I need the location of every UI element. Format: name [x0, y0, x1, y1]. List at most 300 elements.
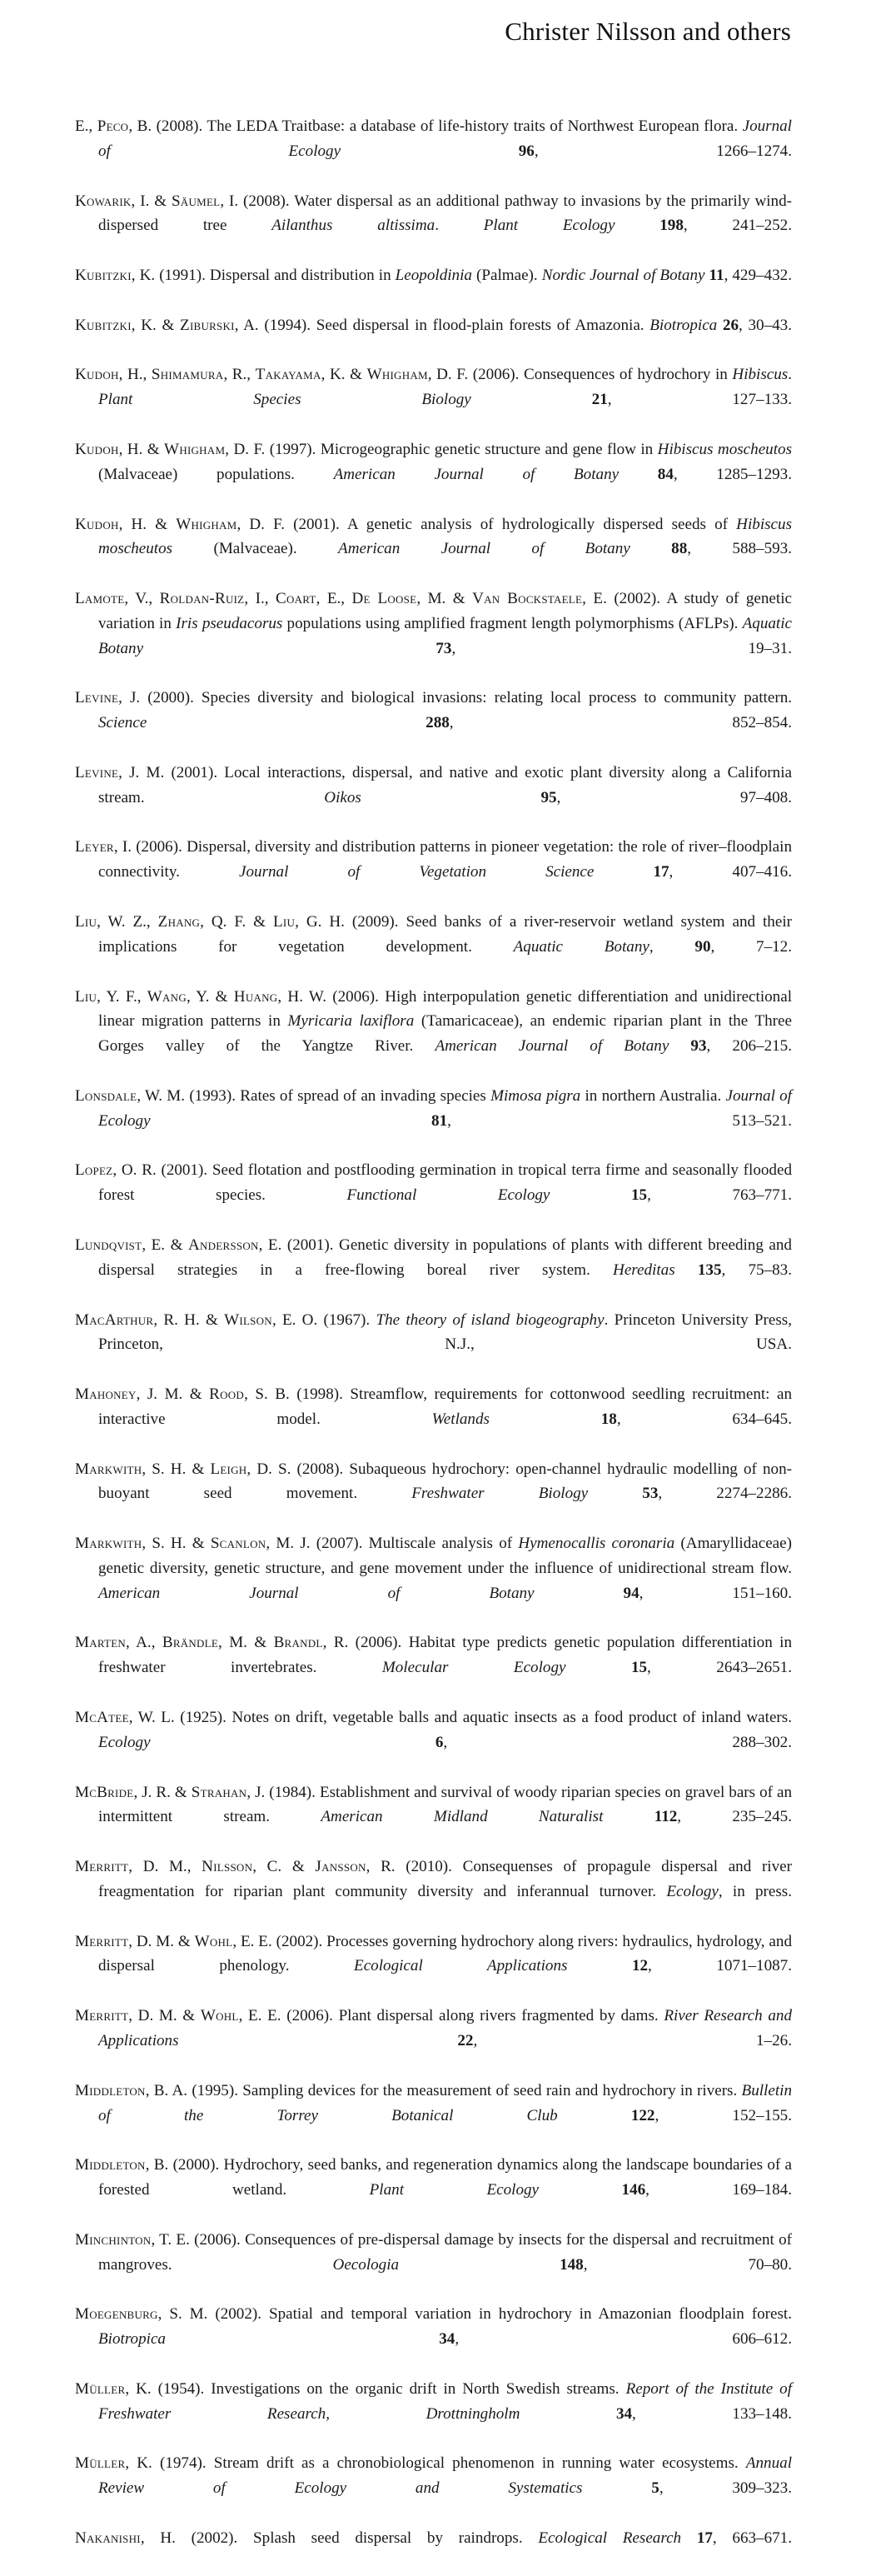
- author-initials: , S. H. &: [142, 1460, 211, 1478]
- reference-entry: [75, 686, 792, 761]
- reference-title: Local interactions, dispersal, and native and exotic plant diversity along a California stream.: [98, 763, 792, 806]
- reference-title: Water dispersal as an additional pathway to invasions by the primarily wind-dispersed tree: [98, 192, 792, 235]
- author-surname: Kudoh: [75, 366, 119, 384]
- author-surname: Lundqvist: [75, 1236, 142, 1254]
- author-surname: Moegenburg: [75, 2305, 158, 2324]
- species-name: Hibiscus: [732, 366, 789, 384]
- author-initials: , S. B.: [244, 1385, 297, 1404]
- author-surname: Kudoh: [75, 440, 119, 458]
- author-initials: , J.: [246, 1783, 270, 1801]
- author-surname: Merritt: [75, 2007, 129, 2025]
- author-initials: , E. &: [142, 1236, 188, 1254]
- reference-title: The LEDA Traitbase: a database of life-history traits of Northwest European flora.: [207, 117, 743, 135]
- page-range: , 127–133.: [607, 391, 792, 409]
- page-range: , 1266–1274.: [534, 142, 792, 160]
- volume-number: 18: [600, 1410, 617, 1428]
- author-surname: Lopez: [75, 1161, 113, 1180]
- volume-number: 146: [621, 2181, 646, 2199]
- publication-year: (2002).: [215, 2305, 269, 2324]
- author-initials: , D. F.: [236, 515, 294, 533]
- reference-entry: [75, 1233, 792, 1308]
- volume-number: 12: [631, 1957, 649, 1975]
- reference-title: Investigations on the organic drift in North Swedish streams.: [211, 2379, 626, 2398]
- author-surname: Whigham: [366, 366, 428, 384]
- author-initials: , G. H.: [295, 913, 352, 931]
- reference-title: Sampling devices for the measurement of seed rain and hydrochory in rivers.: [242, 2081, 742, 2099]
- publication-status: , in press.: [718, 1882, 793, 1900]
- author-initials: , B. A.: [145, 2081, 192, 2099]
- author-initials: , D. F.: [427, 366, 473, 384]
- reference-entry: [75, 2451, 792, 2526]
- publication-year: (1991).: [159, 267, 210, 285]
- journal-name: American Journal of Botany: [98, 1584, 624, 1602]
- reference-title: Multiscale analysis of: [368, 1535, 519, 1553]
- publication-year: (1995).: [192, 2081, 243, 2099]
- author-initials: , V.,: [124, 590, 160, 608]
- author-initials: , H.: [140, 2529, 192, 2547]
- reference-title: Dispersal, diversity and distribution patterns in pioneer vegetation: the role of river–floodplain connectivity.: [98, 838, 793, 881]
- author-initials: , J.: [118, 689, 148, 707]
- reference-title: .: [788, 366, 793, 384]
- author-surname: Lamote: [75, 590, 125, 608]
- author-surname: Leyer: [75, 838, 114, 856]
- page-range: , 1–26.: [473, 2031, 792, 2049]
- page-range: , 235–245.: [677, 1808, 792, 1826]
- journal-name: Plant Ecology: [483, 217, 660, 235]
- reference-entry: [75, 2004, 792, 2079]
- publication-year: (2007).: [316, 1535, 369, 1553]
- volume-number: 135: [697, 1261, 722, 1279]
- publication-year: (1997).: [269, 440, 321, 458]
- journal-name: Wetlands: [431, 1410, 601, 1428]
- author-surname: Kubitzki: [75, 267, 132, 285]
- reference-entry: [75, 189, 792, 264]
- publication-year: (2006).: [355, 1634, 409, 1652]
- reference-title: Consequences of hydrochory in: [524, 366, 733, 384]
- page-range: , 152–155.: [654, 2106, 792, 2124]
- publication-year: (2002).: [614, 590, 667, 608]
- author-initials: , Y. &: [186, 987, 234, 1006]
- page-range: , 606–612.: [455, 2330, 792, 2349]
- publication-year: (1967).: [323, 1310, 376, 1329]
- page-range: , 429–432.: [724, 267, 792, 285]
- reference-title: Stream drift as a chronobiological phenomenon in running water ecosystems.: [213, 2454, 746, 2473]
- author-surname: Kudoh: [75, 515, 119, 533]
- page-range: , 2643–2651.: [647, 1659, 792, 1677]
- reference-entry: [75, 835, 792, 910]
- author-initials: , D. S.: [246, 1460, 297, 1478]
- author-surname: Liu: [75, 987, 97, 1006]
- volume-number: 84: [657, 465, 674, 483]
- volume-number: 112: [654, 1808, 678, 1826]
- author-surname: Levine: [75, 763, 119, 781]
- reference-title: Hydrochory, seed banks, and regeneration dynamics along the landscape boundaries of a forested wetland.: [98, 2156, 793, 2199]
- reference-title: Seed dispersal in flood-plain forests of Amazonia.: [316, 316, 650, 334]
- author-surname: Nilsson: [202, 1858, 253, 1876]
- author-surname: Lonsdale: [75, 1086, 137, 1105]
- author-surname: Huang: [233, 987, 278, 1006]
- publication-year: (2001).: [286, 1236, 340, 1254]
- volume-number: 122: [630, 2106, 655, 2124]
- journal-name: Freshwater Biology: [411, 1485, 643, 1503]
- volume-number: 17: [653, 863, 669, 881]
- reference-title: (Amaryllidaceae) genetic diversity, genetic structure, and gene movement under the influence of unidirectional stream flow.: [98, 1535, 792, 1577]
- volume-number: 34: [615, 2404, 633, 2423]
- author-initials: , H. &: [118, 515, 177, 533]
- reference-title: .: [435, 217, 484, 235]
- author-initials: , I.,: [244, 590, 276, 608]
- volume-number: 198: [659, 217, 684, 235]
- reference-title: Rates of spread of an invading species: [240, 1086, 491, 1105]
- species-name: Iris pseudacorus: [176, 614, 283, 632]
- author-surname: McBride: [75, 1783, 134, 1801]
- volume-number: 34: [439, 2330, 455, 2349]
- volume-number: 93: [690, 1037, 707, 1056]
- publication-year: (2000).: [172, 2156, 224, 2174]
- author-surname: Middleton: [75, 2081, 146, 2099]
- species-name: Hymenocallis coronaria: [518, 1535, 675, 1553]
- author-initials: , W. L.: [128, 1709, 181, 1726]
- page-range: , 206–215.: [706, 1037, 792, 1056]
- author-surname: McAtee: [75, 1709, 129, 1726]
- reference-entry: [75, 1705, 792, 1780]
- author-surname: Marten: [75, 1634, 127, 1652]
- reference-entry: [75, 761, 792, 836]
- publication-year: (1974).: [159, 2454, 214, 2473]
- publication-year: (2000).: [147, 689, 202, 707]
- reference-entry: [75, 1630, 792, 1705]
- author-surname: Minchinton: [75, 2230, 152, 2249]
- reference-title: A genetic analysis of hydrologically dispersed seeds of: [346, 515, 737, 533]
- author-initials: , A.: [234, 316, 265, 334]
- reference-title: Notes on drift, vegetable balls and aquatic insects as a food product of inland waters.: [231, 1709, 792, 1726]
- volume-number: 88: [671, 540, 688, 558]
- author-initials: , T. E.: [151, 2230, 195, 2249]
- reference-entry: [75, 114, 792, 189]
- journal-name: American Journal of Botany: [333, 465, 658, 483]
- author-surname: Mahoney: [75, 1385, 137, 1404]
- reference-list: [75, 114, 792, 2576]
- author-initials: , E. E.: [232, 1932, 276, 1950]
- author-surname: Brandl: [273, 1634, 323, 1652]
- author-surname: Liu: [272, 913, 296, 931]
- author-surname: Wohl: [194, 1932, 233, 1950]
- author-surname: Wilson: [224, 1310, 272, 1329]
- publication-year: (2006).: [136, 838, 187, 856]
- volume-number: 17: [696, 2529, 713, 2547]
- journal-name: American Midland Naturalist: [321, 1808, 654, 1826]
- page-range: , 241–252.: [683, 217, 793, 235]
- reference-title: Plant dispersal along rivers fragmented by dams.: [338, 2007, 664, 2025]
- author-initials: , K.: [125, 2379, 158, 2398]
- publication-year: (1984).: [269, 1783, 320, 1801]
- reference-entry: [75, 1308, 792, 1383]
- author-surname: De Loose: [351, 590, 417, 608]
- species-name: Hibiscus moscheutos: [657, 440, 792, 458]
- author-surname: Müller: [75, 2454, 126, 2473]
- author-surname: Shimamura: [151, 366, 224, 384]
- journal-name: Hereditas: [613, 1261, 698, 1279]
- author-initials: , R.: [322, 1634, 356, 1652]
- author-initials: , K. &: [321, 366, 367, 384]
- author-surname: Liu: [75, 913, 97, 931]
- author-initials: , H. W.: [277, 987, 333, 1006]
- page-range: , 852–854.: [449, 714, 792, 732]
- species-name: Leopoldinia: [395, 267, 472, 285]
- reference-entry: [75, 1158, 792, 1233]
- author-surname: Whigham: [164, 440, 226, 458]
- author-initials: , E.: [582, 590, 615, 608]
- reference-title: A study of genetic variation in: [98, 590, 792, 632]
- reference-title: (Malvaceae) populations.: [98, 465, 334, 483]
- author-surname: Middleton: [75, 2156, 146, 2174]
- journal-name: Oecologia: [332, 2255, 560, 2274]
- author-surname: Müller: [75, 2379, 126, 2398]
- author-surname: Markwith: [75, 1460, 142, 1478]
- author-initials: , D. M. &: [128, 2007, 201, 2025]
- publication-year: (1925).: [180, 1709, 232, 1726]
- page-range: , 288–302.: [443, 1733, 792, 1751]
- reference-entry: [75, 437, 792, 512]
- publication-year: (2006).: [332, 987, 386, 1006]
- publication-year: (2001).: [171, 763, 225, 781]
- journal-name: River Research and Applications: [98, 2007, 792, 2049]
- author-initials: , E. E.: [238, 2007, 287, 2025]
- reference-entry: [75, 2302, 792, 2377]
- publisher-info: . Princeton University Press, Princeton, N.J., USA.: [98, 1310, 793, 1354]
- journal-name: Functional Ecology: [346, 1186, 631, 1205]
- author-surname: Levine: [75, 689, 119, 707]
- journal-name: Journal of Ecology: [98, 1086, 792, 1130]
- author-initials: , C. &: [252, 1858, 316, 1876]
- publication-year: (2002).: [276, 1932, 327, 1950]
- journal-name: Nordic Journal of Botany: [541, 267, 709, 285]
- journal-name: Bulletin of the Torrey Botanical Club: [98, 2081, 792, 2124]
- author-initials: , D. M.,: [128, 1858, 202, 1876]
- author-initials: , J. M. &: [136, 1385, 210, 1404]
- reference-entry: [75, 587, 792, 686]
- volume-number: 26: [722, 316, 739, 334]
- page-range: , 97–408.: [556, 788, 792, 806]
- reference-title: Streamflow, requirements for cottonwood seedling recruitment: an interactive model.: [98, 1385, 792, 1428]
- author-surname: MacArthur: [75, 1310, 154, 1329]
- author-initials: , E.: [258, 1236, 287, 1254]
- journal-name: Aquatic Botany: [513, 937, 650, 956]
- author-surname: Scanlon: [210, 1535, 266, 1553]
- author-surname: Nakanishi: [75, 2529, 141, 2547]
- page-range: , 634–645.: [616, 1410, 792, 1428]
- author-surname: Peco: [97, 117, 129, 135]
- species-name: Mimosa pigra: [490, 1086, 581, 1105]
- reference-title: populations using amplified fragment length polymorphisms (AFLPs).: [282, 614, 743, 632]
- author-initials: , R.,: [223, 366, 256, 384]
- author-surname: Andersson: [187, 1236, 259, 1254]
- reference-title: Processes governing hydrochory along rivers: hydraulics, hydrology, and dispersal phenology.: [98, 1932, 792, 1975]
- author-surname: Coart: [276, 590, 316, 608]
- volume-number: 5: [651, 2479, 659, 2498]
- author-initials: , W. Z.,: [97, 913, 158, 931]
- journal-name: American Journal of Botany: [338, 540, 672, 558]
- reference-entry: [75, 2526, 792, 2576]
- reference-entry: [75, 985, 792, 1084]
- page-range: , 309–323.: [659, 2479, 792, 2498]
- author-initials: , Q. F. &: [200, 913, 273, 931]
- publication-year: (1998).: [296, 1385, 351, 1404]
- author-surname: Jansson: [315, 1858, 366, 1876]
- journal-name: Molecular Ecology: [381, 1659, 631, 1677]
- page-range: , 151–160.: [639, 1584, 792, 1602]
- author-surname: Takayama: [255, 366, 321, 384]
- running-head: Christer Nilsson and others: [505, 17, 791, 46]
- reference-title: (Malvaceae).: [172, 540, 339, 558]
- publication-year: (1954).: [157, 2379, 212, 2398]
- author-initials: , W. M.: [137, 1086, 190, 1105]
- author-initials: , M. &: [416, 590, 473, 608]
- page-range: , 513–521.: [447, 1111, 792, 1130]
- reference-title: Consequences of pre-dispersal damage by insects for the dispersal and recruitment of mangroves.: [98, 2230, 792, 2274]
- author-surname: Ziburski: [180, 316, 235, 334]
- journal-name: Annual Review of Ecology and Systematics: [98, 2454, 792, 2498]
- reference-title: High interpopulation genetic differentiation and unidirectional linear migration patterns in: [98, 987, 793, 1031]
- author-initials: , I. &: [131, 192, 172, 210]
- reference-entry: [75, 263, 792, 313]
- author-initials: , R.: [366, 1858, 406, 1876]
- volume-number: 96: [518, 142, 535, 160]
- author-initials: , J. M.: [118, 763, 172, 781]
- species-name: Ailanthus altissima: [271, 217, 436, 235]
- page-range: , 19–31.: [451, 639, 792, 657]
- author-surname: Whigham: [176, 515, 237, 533]
- reference-entry: [75, 1382, 792, 1457]
- reference-entry: [75, 1531, 792, 1630]
- author-surname: Säumel: [171, 192, 221, 210]
- author-initials: , O. R.: [112, 1161, 162, 1180]
- journal-name: American Journal of Botany: [435, 1037, 691, 1056]
- journal-name: Journal of Vegetation Science: [239, 863, 654, 881]
- author-initials: , R. H. &: [153, 1310, 225, 1329]
- reference-title: (Tamaricaceae), an endemic riparian plant in the Three Gorges valley of the Yangtze River.: [98, 1012, 792, 1056]
- author-surname: Brändle: [162, 1634, 219, 1652]
- author-surname: Strahan: [191, 1783, 247, 1801]
- author-initials: , E.,: [316, 590, 352, 608]
- volume-number: 81: [431, 1111, 448, 1130]
- author-surname: Merritt: [75, 1858, 129, 1876]
- reference-title: Establishment and survival of woody riparian species on gravel bars of an intermittent stream.: [98, 1783, 792, 1826]
- journal-name: Plant Ecology: [369, 2181, 622, 2199]
- author-surname: Markwith: [75, 1535, 142, 1553]
- author-initials: , I.: [220, 192, 244, 210]
- reference-entry: [75, 910, 792, 985]
- species-name: Myricaria laxiflora: [287, 1012, 415, 1031]
- volume-number: 6: [435, 1733, 444, 1751]
- page-range: , 30–43.: [739, 316, 792, 334]
- author-initials: , M. J.: [266, 1535, 316, 1553]
- reference-title: Seed flotation and postflooding germination in tropical terra firme and seasonally flooded forest species.: [98, 1161, 793, 1205]
- reference-title: Subaqueous hydrochory: open-channel hydraulic modelling of non-buoyant seed movement.: [98, 1460, 792, 1503]
- reference-title: Microgeographic genetic structure and gene flow in: [320, 440, 658, 458]
- author-initials: , K.: [131, 267, 160, 285]
- volume-number: 22: [457, 2031, 474, 2049]
- reference-entry: [75, 2079, 792, 2154]
- publication-year: (2008).: [243, 192, 295, 210]
- book-title: The theory of island biogeography: [376, 1310, 605, 1329]
- volume-number: 73: [436, 639, 452, 657]
- page-range: , 7–12.: [710, 937, 792, 956]
- author-initials: , Y. F.,: [97, 987, 147, 1006]
- reference-entry: [75, 2153, 792, 2228]
- reference-entry: [75, 2228, 792, 2303]
- publication-year: (2006).: [472, 366, 525, 384]
- page-range: , 133–148.: [632, 2404, 792, 2423]
- author-initials: , H.,: [118, 366, 152, 384]
- reference-title: Genetic diversity in populations of plants with different breeding and dispersal strategies in a free-flowing boreal river system.: [98, 1236, 792, 1279]
- species-name: Hibiscus moscheutos: [98, 515, 792, 558]
- reference-entry: [75, 1084, 792, 1159]
- author-initials: , M. &: [218, 1634, 274, 1652]
- volume-number: 15: [630, 1659, 648, 1677]
- journal-separator: ,: [649, 937, 695, 956]
- author-surname: Kubitzki: [75, 316, 132, 334]
- journal-name: Oikos: [324, 788, 541, 806]
- page-range: , 1071–1087.: [648, 1957, 793, 1975]
- page-range: , 70–80.: [583, 2255, 792, 2274]
- page-range: , 169–184.: [645, 2181, 792, 2199]
- reference-entry: [75, 2377, 792, 2452]
- page-range: , 75–83.: [721, 1261, 792, 1279]
- reference-entry: [75, 1780, 792, 1855]
- publication-year: (2008).: [296, 1460, 350, 1478]
- volume-number: 95: [540, 788, 557, 806]
- page-range: , 1285–1293.: [673, 465, 792, 483]
- reference-title: Splash seed dispersal by raindrops.: [253, 2529, 539, 2547]
- author-initials: , S. H. &: [142, 1535, 211, 1553]
- journal-name: Ecology: [666, 1882, 719, 1900]
- reference-entry: [75, 313, 792, 363]
- reference-entry: [75, 1457, 792, 1532]
- page-range: , 763–771.: [647, 1186, 792, 1205]
- author-initials: , A.,: [126, 1634, 162, 1652]
- author-initials: , K. &: [131, 316, 181, 334]
- page-range: , 407–416.: [669, 863, 792, 881]
- author-surname: Wang: [147, 987, 187, 1006]
- author-surname: Kowarik: [75, 192, 132, 210]
- author-initials: , K.: [125, 2454, 160, 2473]
- publication-year: (2002).: [191, 2529, 254, 2547]
- journal-name: Journal of Ecology: [98, 117, 792, 160]
- journal-name: Biotropica: [98, 2330, 440, 2349]
- author-initials: , E. O.: [271, 1310, 324, 1329]
- author-initials: , I.: [113, 838, 137, 856]
- publication-year: (1994).: [264, 316, 316, 334]
- volume-number: 11: [709, 267, 724, 285]
- publication-year: (2001).: [293, 515, 347, 533]
- journal-name: Report of the Institute of Freshwater Research, Drottningholm: [98, 2379, 793, 2423]
- page-range: , 588–593.: [687, 540, 792, 558]
- publication-year: (2010).: [406, 1858, 463, 1876]
- journal-name: Ecological Applications: [354, 1957, 632, 1975]
- journal-name: Biotropica: [650, 316, 723, 334]
- reference-title: Seed banks of a river-reservoir wetland system and their implications for vegetation development.: [98, 913, 792, 956]
- journal-name: Ecological Research: [538, 2529, 697, 2547]
- author-name: E.,: [75, 117, 97, 135]
- journal-name: Science: [98, 714, 426, 732]
- author-initials: , B.: [128, 117, 157, 135]
- reference-entry: [75, 1855, 792, 1930]
- reference-title: Species diversity and biological invasions: relating local process to community pattern.: [201, 689, 793, 707]
- publication-year: (2006).: [286, 2007, 339, 2025]
- page-range: , 2274–2286.: [658, 1485, 792, 1503]
- reference-entry: [75, 362, 792, 437]
